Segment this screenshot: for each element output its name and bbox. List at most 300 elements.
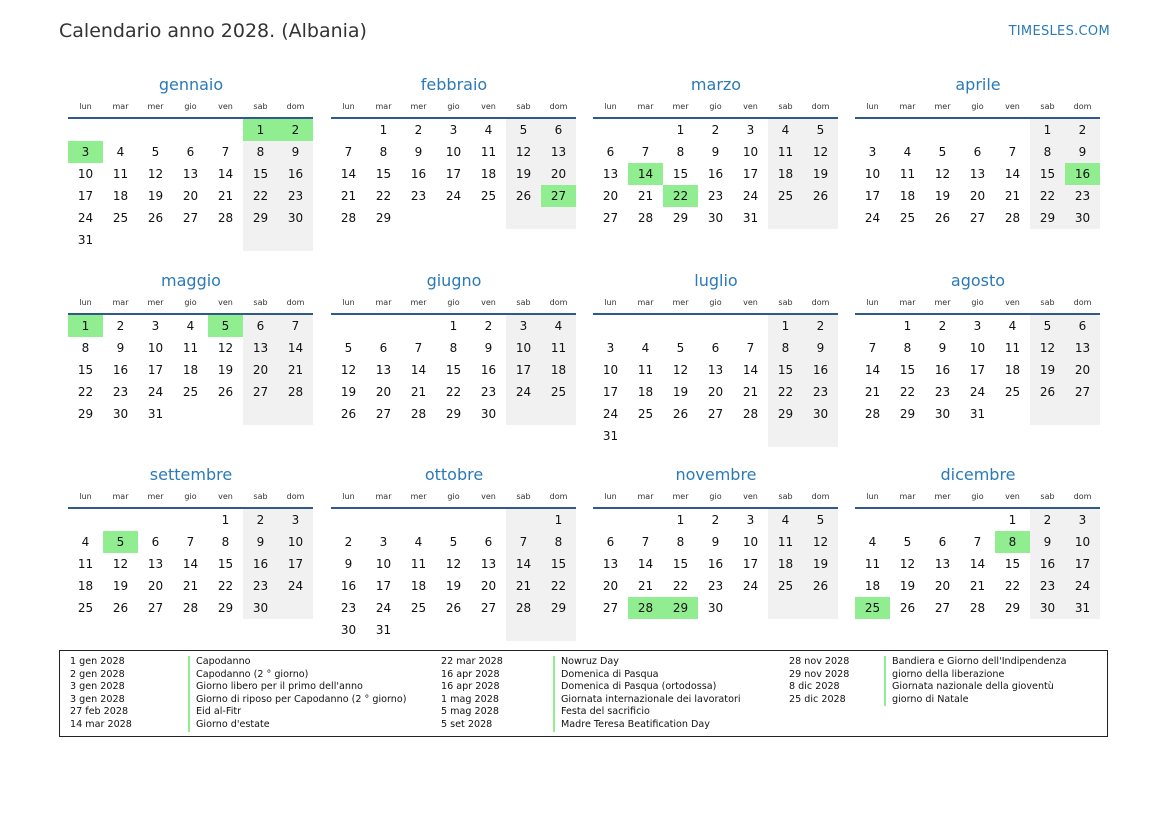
holiday-day-cell: 27	[541, 185, 576, 207]
holiday-date: 5 mag 2028	[441, 706, 499, 718]
day-cell: 15	[1004, 557, 1021, 571]
day-cell: 26	[803, 575, 838, 597]
day-cell: 12	[506, 141, 541, 163]
holiday-name: giorno di Natale	[884, 694, 968, 707]
empty-cell	[960, 119, 995, 141]
day-cell: 3	[506, 315, 541, 337]
holiday-name: Giornata internazionale dei lavoratori	[553, 694, 741, 707]
empty-cell	[506, 509, 541, 531]
empty-cell	[541, 207, 576, 229]
day-cell: 5	[903, 535, 912, 549]
day-cell: 20	[934, 579, 951, 593]
day-cell: 28	[969, 601, 986, 615]
weekday-header: ven	[218, 492, 233, 501]
day-cell: 15	[77, 363, 94, 377]
month-days-grid	[68, 101, 314, 251]
day-cell: 22	[541, 575, 576, 597]
weekday-header: dom	[811, 492, 830, 501]
empty-cell	[506, 403, 541, 425]
day-cell: 28	[410, 407, 427, 421]
empty-cell	[366, 509, 401, 531]
weekday-header: gio	[709, 298, 722, 307]
day-cell: 13	[934, 557, 951, 571]
day-cell: 6	[606, 535, 615, 549]
empty-cell	[436, 509, 471, 531]
empty-cell	[208, 119, 243, 141]
month-name: marzo	[690, 75, 742, 94]
weekday-header: sab	[778, 492, 793, 501]
empty-cell	[103, 119, 138, 141]
day-cell: 13	[969, 167, 986, 181]
day-cell: 19	[1030, 359, 1065, 381]
empty-cell	[401, 619, 436, 641]
holiday-name: Madre Teresa Beatification Day	[553, 719, 710, 732]
day-cell: 27	[1065, 381, 1100, 403]
day-cell: 12	[147, 167, 164, 181]
day-cell: 22	[1004, 579, 1021, 593]
day-cell: 19	[506, 163, 541, 185]
weekday-header: dom	[286, 298, 305, 307]
day-cell: 1	[221, 513, 230, 527]
day-cell: 13	[541, 141, 576, 163]
day-cell: 5	[803, 119, 838, 141]
day-cell: 7	[186, 535, 195, 549]
day-cell: 29	[768, 403, 803, 425]
weekday-header: lun	[866, 492, 879, 501]
day-cell: 12	[1030, 337, 1065, 359]
day-cell: 11	[77, 557, 94, 571]
day-cell: 25	[112, 211, 129, 225]
day-cell: 18	[899, 189, 916, 203]
empty-cell	[173, 119, 208, 141]
empty-cell	[803, 597, 838, 619]
day-cell: 23	[1030, 575, 1065, 597]
day-cell: 11	[864, 557, 881, 571]
weekday-header: gio	[184, 492, 197, 501]
day-cell: 7	[746, 341, 755, 355]
day-cell: 28	[506, 597, 541, 619]
empty-cell	[278, 597, 313, 619]
day-cell: 26	[217, 385, 234, 399]
day-cell: 8	[221, 535, 230, 549]
day-cell: 6	[243, 315, 278, 337]
weekday-header: mar	[899, 102, 916, 111]
day-cell: 1	[379, 123, 388, 137]
weekday-header: mer	[147, 298, 164, 307]
day-cell: 24	[77, 211, 94, 225]
month-name: febbraio	[420, 75, 488, 94]
day-cell: 10	[1065, 531, 1100, 553]
weekday-header: mer	[672, 492, 689, 501]
weekday-header: ven	[481, 298, 496, 307]
weekday-header: mer	[147, 102, 164, 111]
day-cell: 4	[186, 319, 195, 333]
weekday-header: lun	[866, 298, 879, 307]
day-cell: 5	[449, 535, 458, 549]
weekday-header: mer	[934, 102, 951, 111]
empty-cell	[733, 425, 768, 447]
day-cell: 20	[602, 579, 619, 593]
day-cell: 31	[742, 211, 759, 225]
day-cell: 7	[868, 341, 877, 355]
day-cell: 22	[672, 579, 689, 593]
day-cell: 2	[711, 513, 720, 527]
weekday-header: mar	[637, 298, 654, 307]
day-cell: 3	[449, 123, 458, 137]
empty-cell	[366, 315, 401, 337]
day-cell: 19	[147, 189, 164, 203]
day-cell: 2	[243, 509, 278, 531]
weekday-header: gio	[447, 102, 460, 111]
day-cell: 25	[768, 575, 803, 597]
day-cell: 18	[1004, 363, 1021, 377]
day-cell: 6	[1065, 315, 1100, 337]
day-cell: 4	[116, 145, 125, 159]
day-cell: 11	[768, 141, 803, 163]
day-cell: 27	[969, 211, 986, 225]
empty-cell	[471, 509, 506, 531]
month-days-grid	[855, 297, 1101, 425]
day-cell: 21	[340, 189, 357, 203]
day-cell: 23	[480, 385, 497, 399]
weekday-header: dom	[286, 492, 305, 501]
day-cell: 1	[541, 509, 576, 531]
weekday-header: sab	[1040, 492, 1055, 501]
month-days-grid	[331, 491, 577, 641]
day-cell: 17	[602, 385, 619, 399]
day-cell: 12	[899, 557, 916, 571]
holiday-day-cell: 29	[663, 597, 698, 619]
day-cell: 10	[969, 341, 986, 355]
day-cell: 9	[711, 145, 720, 159]
holiday-day-cell: 1	[243, 119, 278, 141]
holiday-date: 27 feb 2028	[70, 706, 129, 718]
day-cell: 20	[602, 189, 619, 203]
day-cell: 29	[899, 407, 916, 421]
day-cell: 15	[672, 557, 689, 571]
empty-cell	[733, 597, 768, 619]
weekday-header: mar	[637, 492, 654, 501]
empty-cell	[733, 315, 768, 337]
empty-cell	[331, 119, 366, 141]
day-cell: 20	[375, 385, 392, 399]
day-cell: 14	[742, 363, 759, 377]
day-cell: 16	[410, 167, 427, 181]
day-cell: 26	[1030, 381, 1065, 403]
day-cell: 12	[934, 167, 951, 181]
day-cell: 6	[938, 535, 947, 549]
day-cell: 12	[803, 141, 838, 163]
day-cell: 24	[602, 407, 619, 421]
day-cell: 6	[484, 535, 493, 549]
day-cell: 14	[969, 557, 986, 571]
empty-cell	[1030, 403, 1065, 425]
day-cell: 6	[973, 145, 982, 159]
empty-cell	[278, 403, 313, 425]
holiday-name: Festa del sacrificio	[553, 706, 650, 719]
month-gennaio	[68, 74, 314, 251]
day-cell: 29	[217, 601, 234, 615]
day-cell: 8	[449, 341, 458, 355]
empty-cell	[68, 509, 103, 531]
holiday-day-cell: 22	[663, 185, 698, 207]
empty-cell	[331, 315, 366, 337]
month-febbraio	[331, 74, 577, 229]
day-cell: 5	[506, 119, 541, 141]
day-cell: 17	[147, 363, 164, 377]
empty-cell	[628, 315, 663, 337]
day-cell: 20	[182, 189, 199, 203]
empty-cell	[925, 509, 960, 531]
day-cell: 24	[278, 575, 313, 597]
day-cell: 27	[602, 601, 619, 615]
day-cell: 18	[410, 579, 427, 593]
weekday-header: lun	[342, 102, 355, 111]
day-cell: 11	[112, 167, 129, 181]
holiday-legend	[59, 650, 1108, 737]
day-cell: 3	[278, 509, 313, 531]
day-cell: 11	[768, 531, 803, 553]
holiday-name: Domenica di Pasqua	[553, 669, 659, 682]
weekday-header: sab	[253, 298, 268, 307]
weekday-header: lun	[79, 492, 92, 501]
day-cell: 2	[711, 123, 720, 137]
day-cell: 30	[1065, 207, 1100, 229]
day-cell: 19	[340, 385, 357, 399]
weekday-header: lun	[604, 102, 617, 111]
empty-cell	[208, 403, 243, 425]
empty-cell	[173, 509, 208, 531]
day-cell: 16	[243, 553, 278, 575]
day-cell: 16	[934, 363, 951, 377]
month-luglio	[593, 270, 839, 447]
day-cell: 21	[182, 579, 199, 593]
day-cell: 10	[742, 145, 759, 159]
day-cell: 4	[484, 123, 493, 137]
day-cell: 16	[803, 359, 838, 381]
weekday-header: mer	[410, 492, 427, 501]
day-cell: 9	[711, 535, 720, 549]
day-cell: 25	[182, 385, 199, 399]
day-cell: 11	[899, 167, 916, 181]
day-cell: 28	[217, 211, 234, 225]
day-cell: 25	[1004, 385, 1021, 399]
weekday-header: mer	[410, 102, 427, 111]
weekday-header: ven	[218, 102, 233, 111]
day-cell: 21	[506, 575, 541, 597]
day-cell: 18	[480, 167, 497, 181]
weekday-header: lun	[79, 298, 92, 307]
empty-cell	[541, 403, 576, 425]
day-cell: 12	[803, 531, 838, 553]
day-cell: 4	[641, 341, 650, 355]
day-cell: 11	[480, 145, 497, 159]
day-cell: 9	[243, 531, 278, 553]
weekday-header: dom	[549, 492, 568, 501]
day-cell: 3	[973, 319, 982, 333]
page-title: Calendario anno 2028. (Albania)	[59, 20, 367, 42]
day-cell: 13	[602, 167, 619, 181]
day-cell: 21	[637, 579, 654, 593]
day-cell: 4	[81, 535, 90, 549]
day-cell: 1	[449, 319, 458, 333]
day-cell: 15	[445, 363, 462, 377]
day-cell: 8	[676, 145, 685, 159]
day-cell: 29	[1030, 207, 1065, 229]
day-cell: 8	[768, 337, 803, 359]
day-cell: 10	[147, 341, 164, 355]
month-name: ottobre	[424, 465, 484, 484]
month-agosto	[855, 270, 1101, 425]
empty-cell	[995, 403, 1030, 425]
day-cell: 26	[672, 407, 689, 421]
day-cell: 29	[672, 211, 689, 225]
weekday-header: mer	[934, 492, 951, 501]
day-cell: 15	[899, 363, 916, 377]
day-cell: 30	[278, 207, 313, 229]
weekday-header: ven	[743, 102, 758, 111]
day-cell: 16	[1030, 553, 1065, 575]
day-cell: 8	[676, 535, 685, 549]
day-cell: 30	[707, 601, 724, 615]
weekday-header: dom	[811, 102, 830, 111]
day-cell: 5	[803, 509, 838, 531]
day-cell: 18	[541, 359, 576, 381]
day-cell: 8	[243, 141, 278, 163]
day-cell: 2	[116, 319, 125, 333]
day-cell: 23	[112, 385, 129, 399]
month-name: settembre	[149, 465, 233, 484]
weekday-header: ven	[743, 298, 758, 307]
day-cell: 27	[182, 211, 199, 225]
holiday-day-cell: 8	[995, 531, 1030, 553]
day-cell: 22	[375, 189, 392, 203]
empty-cell	[68, 119, 103, 141]
weekday-header: gio	[184, 102, 197, 111]
month-settembre	[68, 464, 314, 619]
day-cell: 6	[379, 341, 388, 355]
day-cell: 19	[217, 363, 234, 377]
day-cell: 8	[379, 145, 388, 159]
weekday-header: sab	[253, 102, 268, 111]
empty-cell	[436, 207, 471, 229]
holiday-day-cell: 1	[68, 315, 103, 337]
day-cell: 12	[445, 557, 462, 571]
day-cell: 8	[903, 341, 912, 355]
day-cell: 10	[742, 535, 759, 549]
empty-cell	[698, 315, 733, 337]
day-cell: 24	[1065, 575, 1100, 597]
day-cell: 24	[742, 189, 759, 203]
holiday-date: 3 gen 2028	[70, 693, 125, 705]
site-link[interactable]: TIMESLES.COM	[1008, 24, 1110, 39]
day-cell: 25	[899, 211, 916, 225]
empty-cell	[768, 425, 803, 447]
day-cell: 17	[969, 363, 986, 377]
day-cell: 14	[410, 363, 427, 377]
day-cell: 20	[480, 579, 497, 593]
day-cell: 28	[1004, 211, 1021, 225]
day-cell: 25	[541, 381, 576, 403]
holiday-name: Giorno libero per il primo dell'anno	[188, 681, 363, 694]
day-cell: 9	[803, 337, 838, 359]
holiday-name: Eid al-Fitr	[188, 706, 241, 719]
weekday-header: mer	[410, 298, 427, 307]
weekday-header: gio	[447, 492, 460, 501]
day-cell: 10	[506, 337, 541, 359]
day-cell: 20	[243, 359, 278, 381]
day-cell: 30	[340, 623, 357, 637]
day-cell: 2	[414, 123, 423, 137]
empty-cell	[803, 207, 838, 229]
weekday-header: mer	[672, 102, 689, 111]
day-cell: 26	[506, 185, 541, 207]
day-cell: 27	[147, 601, 164, 615]
day-cell: 4	[414, 535, 423, 549]
day-cell: 13	[182, 167, 199, 181]
day-cell: 25	[480, 189, 497, 203]
day-cell: 6	[606, 145, 615, 159]
day-cell: 29	[243, 207, 278, 229]
day-cell: 15	[1030, 163, 1065, 185]
day-cell: 7	[278, 315, 313, 337]
day-cell: 24	[375, 601, 392, 615]
day-cell: 21	[969, 579, 986, 593]
month-days-grid	[855, 491, 1101, 619]
day-cell: 20	[147, 579, 164, 593]
month-marzo	[593, 74, 839, 229]
day-cell: 2	[938, 319, 947, 333]
day-cell: 17	[742, 167, 759, 181]
month-name: aprile	[955, 75, 1001, 94]
weekday-header: dom	[1073, 298, 1092, 307]
day-cell: 29	[375, 211, 392, 225]
empty-cell	[855, 119, 890, 141]
day-cell: 10	[77, 167, 94, 181]
month-ottobre	[331, 464, 577, 641]
day-cell: 1	[1008, 513, 1017, 527]
day-cell: 30	[480, 407, 497, 421]
day-cell: 25	[768, 185, 803, 207]
weekday-header: dom	[286, 102, 305, 111]
empty-cell	[995, 119, 1030, 141]
empty-cell	[401, 509, 436, 531]
day-cell: 13	[375, 363, 392, 377]
weekday-header: lun	[866, 102, 879, 111]
weekday-header: ven	[481, 492, 496, 501]
day-cell: 31	[147, 407, 164, 421]
day-cell: 26	[803, 185, 838, 207]
holiday-name: Giorno di riposo per Capodanno (2 ° giorno)	[188, 694, 406, 707]
day-cell: 30	[112, 407, 129, 421]
day-cell: 10	[445, 145, 462, 159]
day-cell: 19	[899, 579, 916, 593]
day-cell: 20	[1065, 359, 1100, 381]
weekday-header: mar	[112, 298, 129, 307]
day-cell: 11	[1004, 341, 1021, 355]
day-cell: 3	[151, 319, 160, 333]
month-days-grid	[855, 101, 1101, 229]
month-days-grid	[593, 297, 839, 447]
day-cell: 15	[768, 359, 803, 381]
empty-cell	[663, 315, 698, 337]
day-cell: 2	[344, 535, 353, 549]
day-cell: 26	[445, 601, 462, 615]
day-cell: 4	[541, 315, 576, 337]
weekday-header: sab	[1040, 102, 1055, 111]
weekday-header: dom	[1073, 492, 1092, 501]
holiday-date: 25 dic 2028	[789, 693, 846, 705]
